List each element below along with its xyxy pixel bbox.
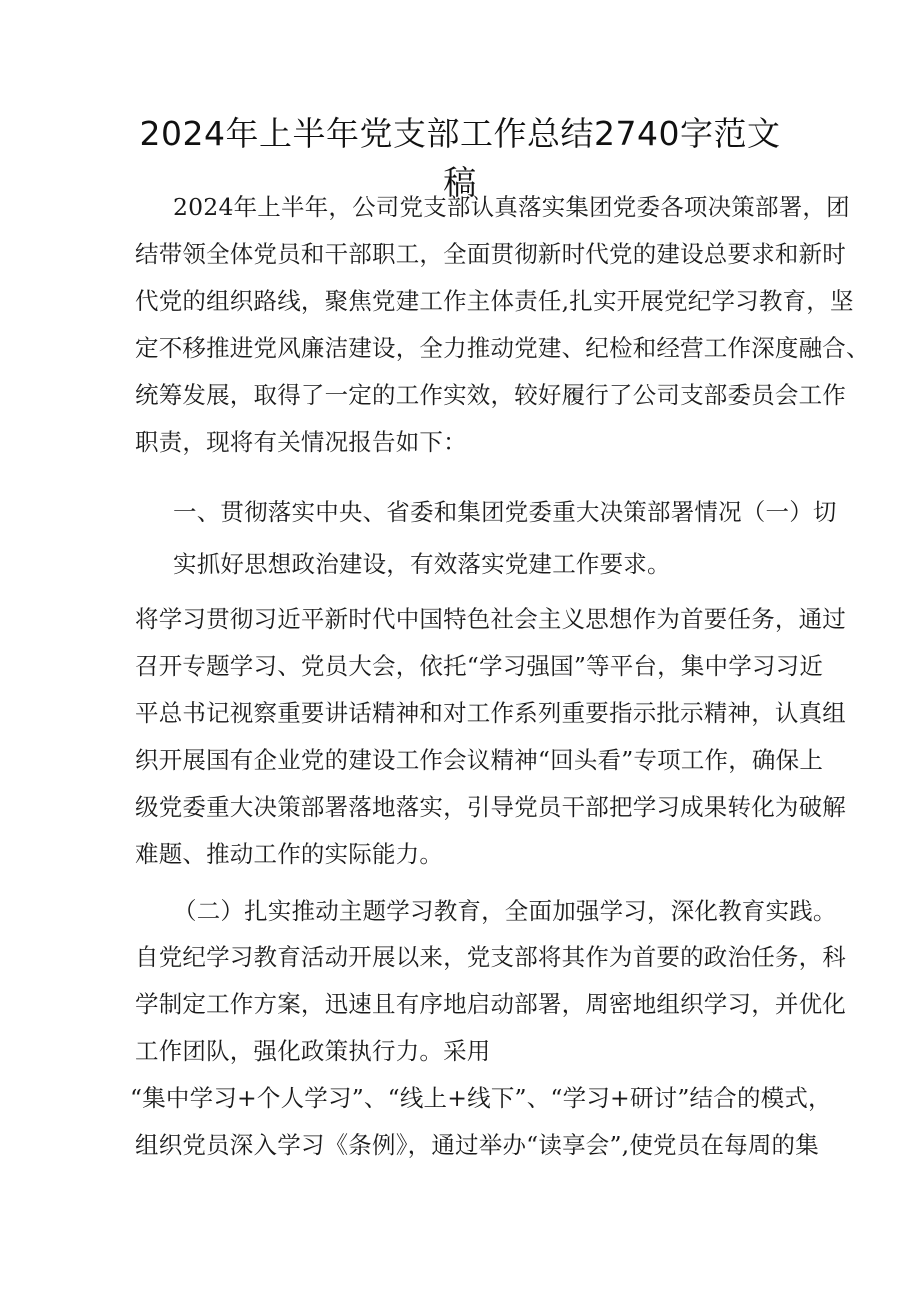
body-line-2: 结带领全体党员和干部职工，全面贯彻新时代党的建设总要求和新时 [135, 240, 846, 268]
body-line-15: 工作团队，强化政策执行力。采用 [135, 1037, 491, 1065]
body-line-16: “集中学习+个人学习”、“线上+线下”、“学习+研讨”结合的模式， [130, 1084, 832, 1112]
body-line-12: 难题、推动工作的实际能力。 [135, 840, 444, 868]
body-line-5: 统筹发展，取得了一定的工作实效，较好履行了公司支部委员会工作 [135, 381, 846, 409]
body-line-1: 2024年上半年，公司党支部认真落实集团党委各项决策部署，团 [173, 193, 850, 221]
body-line-6: 职责，现将有关情况报告如下： [135, 428, 467, 456]
section-heading-2: （二）扎实推动主题学习教育，全面加强学习，深化教育实践。 [173, 897, 837, 925]
body-line-9: 平总书记视察重要讲话精神和对工作系列重要指示批示精神，认真组 [135, 699, 846, 727]
body-line-10: 织开展国有企业党的建设工作会议精神“回头看”专项工作，确保上 [135, 746, 824, 774]
body-line-17: 组织党员深入学习《条例》，通过举办“读享会”,使党员在每周的集 [135, 1131, 819, 1159]
body-line-4: 定不移推进党风廉洁建设，全力推动党建、纪检和经营工作深度融合、 [135, 334, 870, 362]
body-line-13: 自党纪学习教育活动开展以来，党支部将其作为首要的政治任务，科 [135, 943, 846, 971]
body-line-3: 代党的组织路线，聚焦党建工作主体责任,扎实开展党纪学习教育，坚 [135, 287, 854, 315]
body-line-14: 学制定工作方案，迅速且有序地启动部署，周密地组织学习，并优化 [135, 990, 846, 1018]
document-title-line-2: 稿 [443, 163, 477, 202]
body-line-7: 将学习贯彻习近平新时代中国特色社会主义思想作为首要任务，通过 [135, 605, 846, 633]
section-heading-1: 一、贯彻落实中央、省委和集团党委重大决策部署情况（一）切 [173, 498, 837, 526]
document-title-line-1: 2024年上半年党支部工作总结2740字范文 [139, 114, 781, 153]
body-line-8: 召开专题学习、党员大会，依托“学习强国”等平台，集中学习习近 [135, 652, 824, 680]
section-heading-1-cont: 实抓好思想政治建设，有效落实党建工作要求。 [173, 550, 671, 578]
body-line-11: 级党委重大决策部署落地落实，引导党员干部把学习成果转化为破解 [135, 793, 846, 821]
